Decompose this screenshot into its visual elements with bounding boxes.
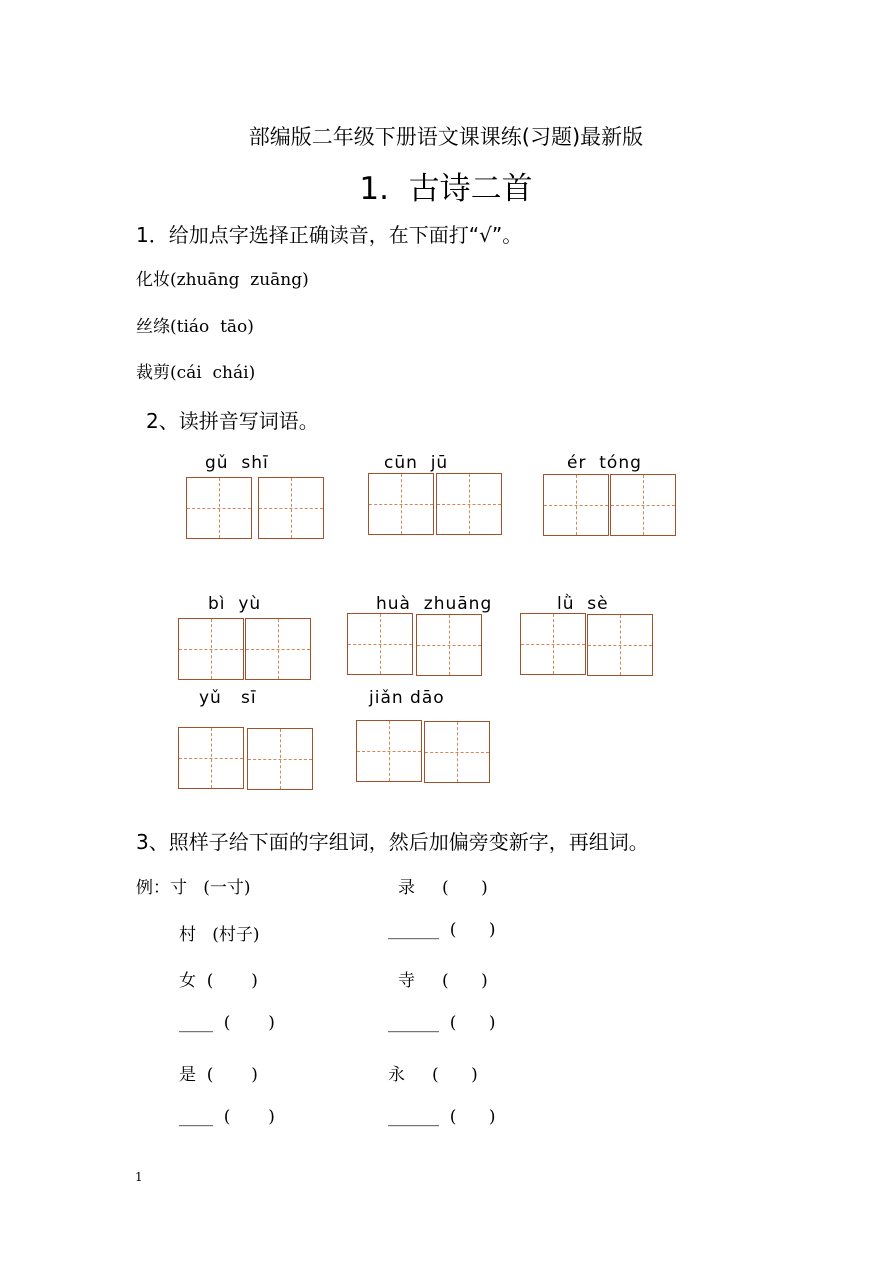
- question-1-prompt: 1．给加点字选择正确读音，在下面打“√”。: [136, 223, 523, 247]
- question-1-item: 化妆(zhuāng zuāng): [136, 270, 309, 290]
- writing-box[interactable]: [416, 614, 482, 676]
- page-number: 1: [135, 1170, 143, 1184]
- word-row-right: ______ ( ): [388, 1013, 496, 1033]
- word-row-right: 永 ( ): [388, 1065, 478, 1085]
- lesson-title: 1. 古诗二首: [359, 171, 533, 207]
- writing-box[interactable]: [543, 474, 609, 536]
- question-1-item: 丝绦(tiáo tāo): [136, 317, 254, 337]
- worksheet-title: 部编版二年级下册语文课课练(习题)最新版: [248, 125, 644, 149]
- writing-box[interactable]: [587, 614, 653, 676]
- writing-box[interactable]: [520, 613, 586, 675]
- word-row-left: 是 ( ): [179, 1065, 258, 1085]
- pinyin-label: cūn jū: [384, 453, 449, 473]
- writing-box[interactable]: [368, 473, 434, 535]
- writing-box[interactable]: [247, 728, 313, 790]
- word-row-left: 村 (村子): [179, 925, 260, 945]
- pinyin-label: yǔ sī: [199, 688, 257, 708]
- pinyin-label: lǜ sè: [557, 594, 609, 614]
- pinyin-label: huà zhuāng: [376, 594, 493, 614]
- writing-box[interactable]: [347, 613, 413, 675]
- word-row-right: 录 ( ): [398, 878, 488, 898]
- word-row-right: ______ ( ): [388, 1107, 496, 1127]
- word-row-left: 例：寸 (一寸): [136, 878, 251, 898]
- word-row-right: 寺 ( ): [398, 971, 488, 991]
- word-row-left: ____ ( ): [179, 1107, 275, 1127]
- writing-box[interactable]: [436, 473, 502, 535]
- writing-box[interactable]: [245, 618, 311, 680]
- question-1-item: 裁剪(cái chái): [136, 363, 256, 383]
- writing-box[interactable]: [356, 720, 422, 782]
- pinyin-label: ér tóng: [567, 453, 642, 473]
- writing-box[interactable]: [186, 477, 252, 539]
- writing-box[interactable]: [610, 474, 676, 536]
- word-row-left: ____ ( ): [179, 1013, 275, 1033]
- writing-box[interactable]: [178, 727, 244, 789]
- writing-box[interactable]: [258, 477, 324, 539]
- word-row-left: 女 ( ): [179, 971, 258, 991]
- writing-box[interactable]: [424, 721, 490, 783]
- pinyin-label: jiǎn dāo: [369, 688, 445, 708]
- pinyin-label: gǔ shī: [205, 453, 269, 473]
- pinyin-label: bì yù: [208, 594, 262, 614]
- word-row-right: ______ ( ): [388, 920, 496, 940]
- question-3-prompt: 3、照样子给下面的字组词，然后加偏旁变新字，再组词。: [136, 830, 649, 854]
- question-2-prompt: 2、读拼音写词语。: [146, 409, 319, 433]
- writing-box[interactable]: [178, 618, 244, 680]
